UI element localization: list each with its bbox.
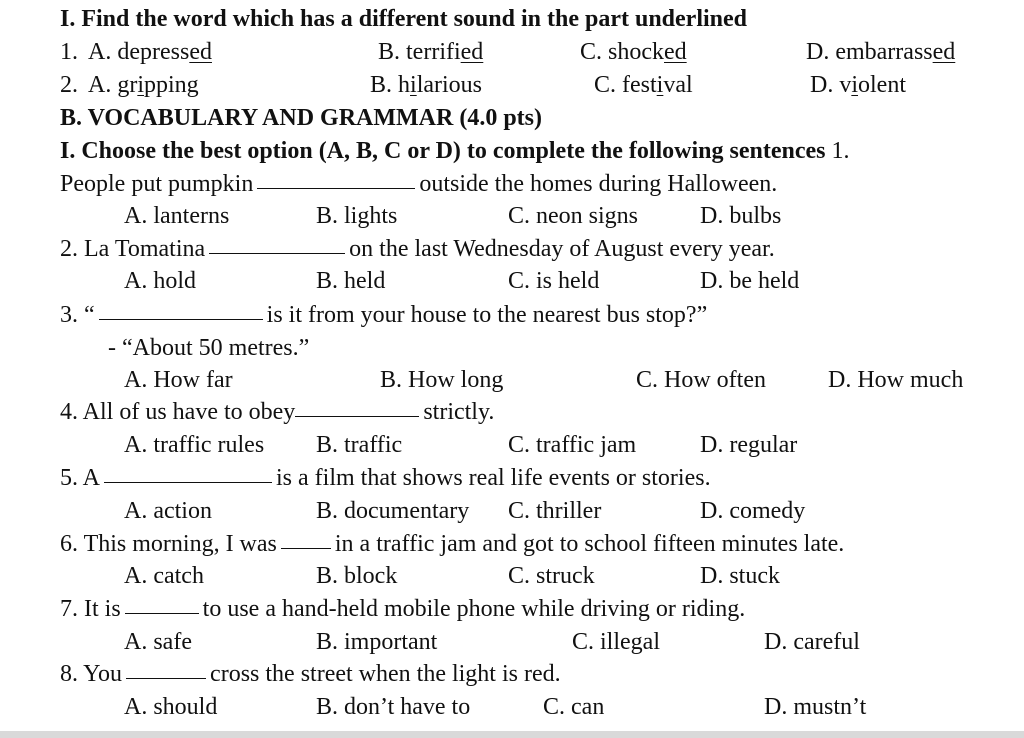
q7-option-a: A. safe [124, 629, 192, 655]
q5-option-d: D. comedy [700, 498, 806, 524]
q5-option-a: A. action [124, 498, 212, 524]
q5-sentence: 5. A is a film that shows real life events or stories. [60, 465, 711, 491]
vocab-instruction: I. Choose the best option (A, B, C or D) to complete the following sentences 1. [60, 138, 850, 164]
pron-q2-option-b: B. hilarious [370, 72, 483, 98]
section-b-heading: B. VOCABULARY AND GRAMMAR (4.0 pts) [60, 105, 543, 131]
q5-option-c: C. thriller [508, 498, 602, 524]
q2-option-b: B. held [316, 268, 386, 294]
q1-sentence: People put pumpkin outside the homes during Halloween. [60, 171, 778, 197]
q3-answer-line: - “About 50 metres.” [108, 335, 310, 361]
q3-option-d: D. How much [828, 367, 964, 393]
pronunciation-heading: I. Find the word which has a different sound in the part underlined [60, 6, 747, 32]
q4-option-b: B. traffic [316, 432, 403, 458]
q4-sentence: 4. All of us have to obey strictly. [60, 399, 495, 425]
q8-sentence: 8. You cross the street when the light is red. [60, 661, 561, 687]
q6-option-b: B. block [316, 563, 398, 589]
pron-q1-option-c: C. shocked [580, 39, 687, 65]
q2-option-a: A. hold [124, 268, 196, 294]
q2-sentence: 2. La Tomatina on the last Wednesday of August every year. [60, 236, 775, 262]
pron-q1-option-b: B. terrified [378, 39, 484, 65]
q6-option-c: C. struck [508, 563, 595, 589]
q6-sentence: 6. This morning, I was in a traffic jam and got to school fifteen minutes late. [60, 531, 845, 557]
pron-q2-option-c: C. festival [594, 72, 693, 98]
q1-option-a: A. lanterns [124, 203, 230, 229]
pron-q2-number: 2. [60, 72, 78, 98]
q8-option-b: B. don’t have to [316, 694, 471, 720]
q3-option-a: A. How far [124, 367, 233, 393]
pron-q2-option-d: D. violent [810, 72, 907, 98]
q7-option-c: C. illegal [572, 629, 660, 655]
page-bottom-divider [0, 731, 1024, 738]
q3-option-c: C. How often [636, 367, 766, 393]
pron-q1-number: 1. [60, 39, 78, 65]
q4-option-c: C. traffic jam [508, 432, 637, 458]
q1-option-c: C. neon signs [508, 203, 639, 229]
q2-option-c: C. is held [508, 268, 600, 294]
q2-option-d: D. be held [700, 268, 800, 294]
q3-option-b: B. How long [380, 367, 504, 393]
q5-option-b: B. documentary [316, 498, 470, 524]
q3-sentence: 3. “ is it from your house to the nearest bus stop?” [60, 302, 708, 328]
q4-option-d: D. regular [700, 432, 798, 458]
q8-option-c: C. can [543, 694, 605, 720]
q7-option-b: B. important [316, 629, 438, 655]
q8-option-a: A. should [124, 694, 218, 720]
q1-option-b: B. lights [316, 203, 398, 229]
q7-option-d: D. careful [764, 629, 860, 655]
q8-option-d: D. mustn’t [764, 694, 867, 720]
pron-q1-option-a: A. depressed [88, 39, 212, 65]
q6-option-a: A. catch [124, 563, 204, 589]
q6-option-d: D. stuck [700, 563, 780, 589]
q7-sentence: 7. It is to use a hand-held mobile phone while driving or riding. [60, 596, 746, 622]
q1-option-d: D. bulbs [700, 203, 782, 229]
pron-q2-option-a: A. gripping [88, 72, 199, 98]
pron-q1-option-d: D. embarrassed [806, 39, 956, 65]
q4-option-a: A. traffic rules [124, 432, 265, 458]
